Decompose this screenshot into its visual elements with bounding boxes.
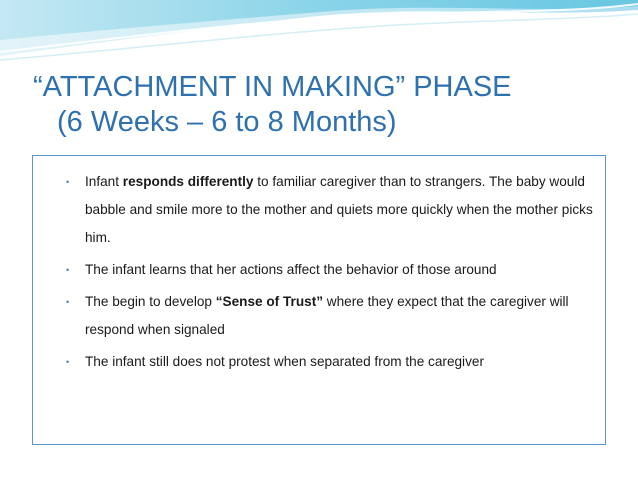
bullet-emphasis: “Sense of Trust” xyxy=(215,294,324,309)
bullet-text: The infant learns that her actions affect the behavior of those around xyxy=(85,262,497,277)
bullet-item xyxy=(33,348,607,376)
bullet-text: to familiar caregiver than to strangers. The baby would babble and smile more to the mother and quiets more quickly when the mother picks him. xyxy=(85,174,593,245)
slide-title xyxy=(33,70,623,140)
bullet-text: The infant still does not protest when separated from the caregiver xyxy=(85,354,484,369)
bullet-dot-icon: • xyxy=(66,297,70,307)
bullet-list xyxy=(33,168,607,380)
bullet-dot-icon: • xyxy=(66,265,70,275)
slide-title-line-2: (6 Weeks – 6 to 8 Months) xyxy=(57,106,397,138)
bullet-dot-icon: • xyxy=(66,357,70,367)
bullet-dot-icon: • xyxy=(66,177,70,187)
bullet-text: Infant xyxy=(85,174,123,189)
bullet-item xyxy=(33,256,607,284)
bullet-item xyxy=(33,168,607,252)
content-box xyxy=(32,155,606,445)
slide-title-line-1: “ATTACHMENT IN MAKING” PHASE xyxy=(33,71,512,103)
decorative-wave-header xyxy=(0,0,638,68)
bullet-text: where they expect that the caregiver will respond when signaled xyxy=(85,294,569,337)
bullet-text: The begin to develop xyxy=(85,294,216,309)
bullet-item xyxy=(33,288,607,344)
bullet-emphasis: responds differently xyxy=(122,174,254,189)
